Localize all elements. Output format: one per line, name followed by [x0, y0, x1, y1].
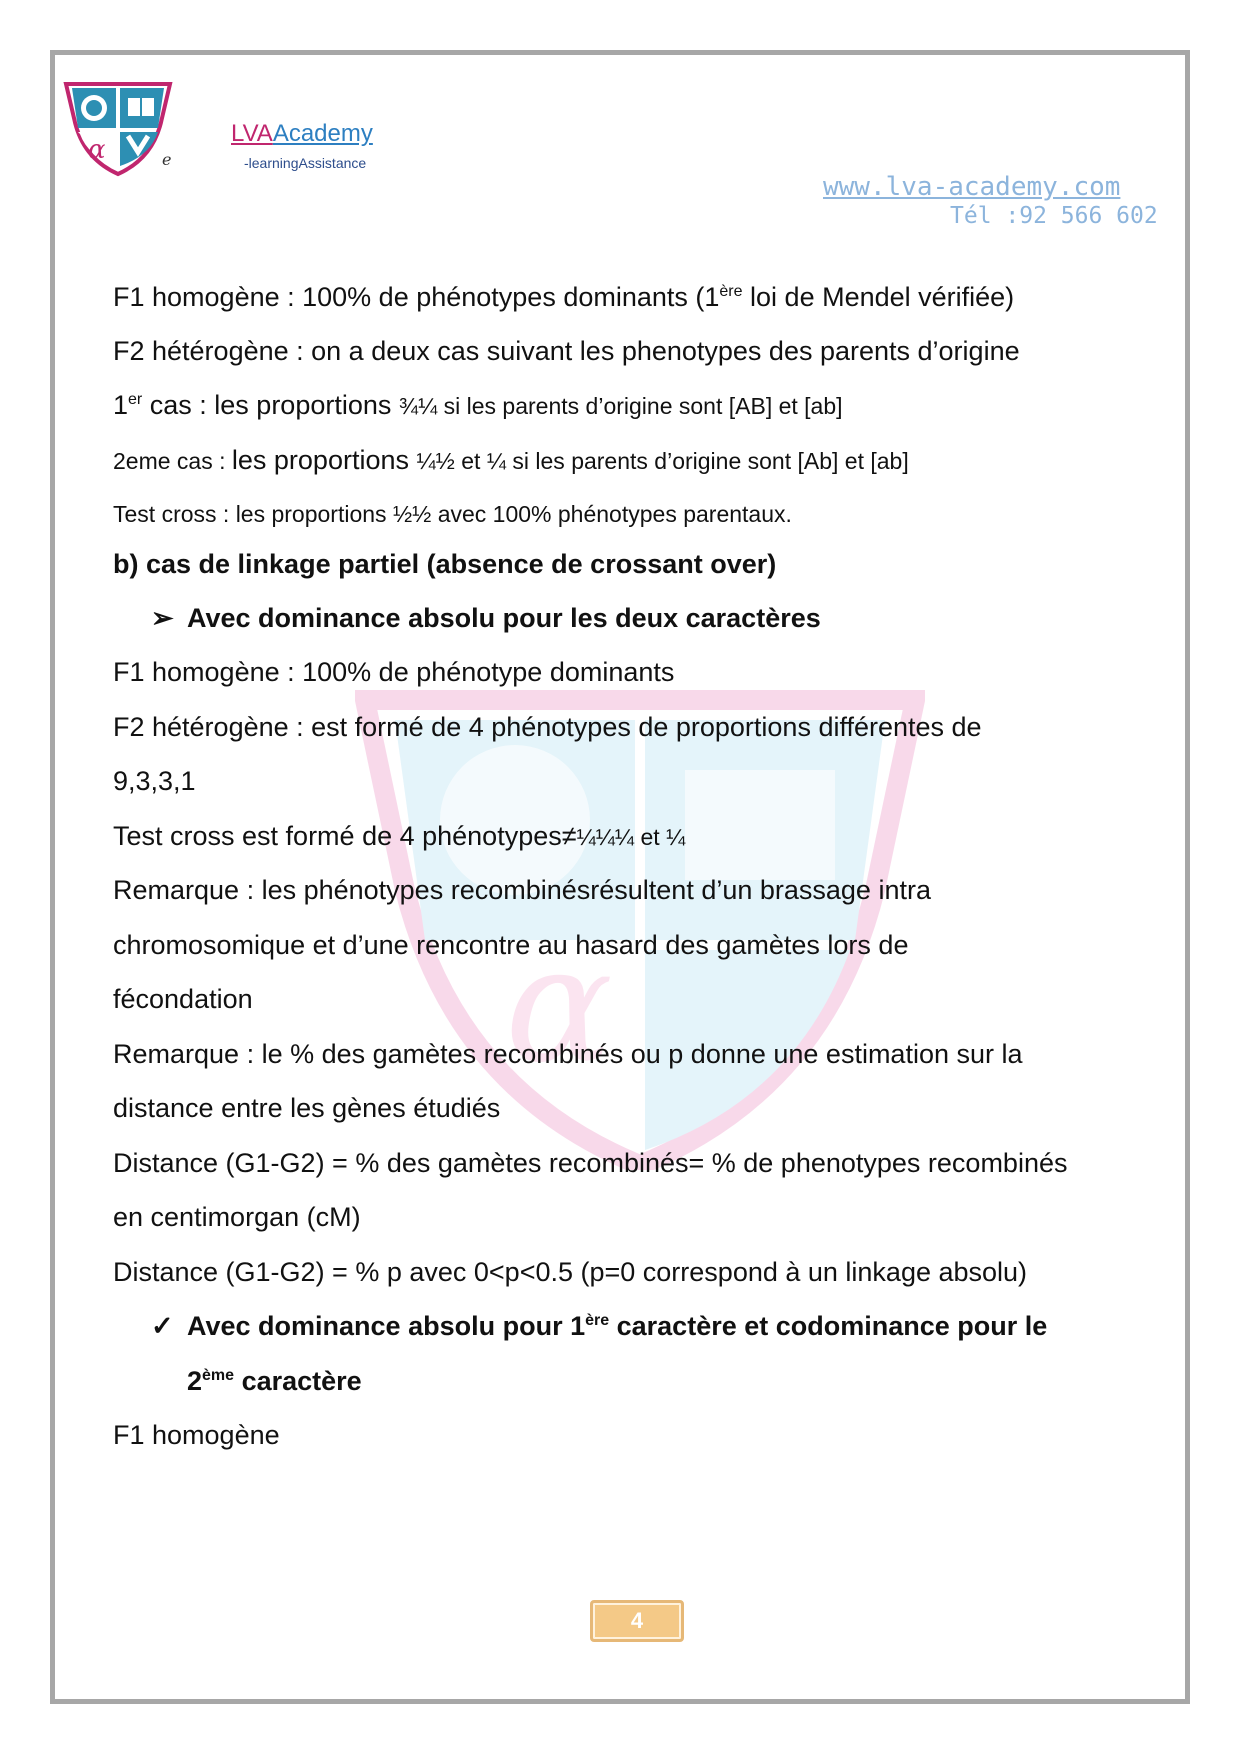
paragraph-line: F1 homogène : 100% de phénotypes dominants (1ère loi de Mendel vérifiée) — [113, 282, 1015, 312]
brand-part-academy: Academy — [272, 120, 373, 147]
paragraph-line: 2eme cas : les proportions ¼½ et ¼ si les parents d’origine sont [Ab] et [ab] — [113, 445, 909, 475]
paragraph-line: chromosomique et d’une rencontre au hasard des gamètes lors de — [113, 930, 909, 960]
phone-number: Tél :92 566 602 — [950, 203, 1158, 229]
paragraph-line: en centimorgan (cM) — [113, 1202, 361, 1232]
section-heading: b) cas de linkage partiel (absence de crossant over) — [113, 549, 777, 579]
svg-text:α: α — [88, 135, 106, 165]
academy-logo — [58, 78, 178, 178]
paragraph-line: Distance (G1-G2) = % des gamètes recombinés= % de phenotypes recombinés — [113, 1148, 1068, 1178]
paragraph-line: Test cross est formé de 4 phénotypes≠¼¼¼ et ¼ — [113, 821, 686, 851]
paragraph-line: F2 hétérogène : est formé de 4 phénotypes de proportions différentes de — [113, 712, 982, 742]
bullet-heading-continuation: 2ème caractère — [187, 1366, 362, 1396]
brand-name — [231, 120, 373, 148]
paragraph-line: fécondation — [113, 984, 253, 1014]
brand-tagline: -learningAssistance — [244, 155, 367, 171]
paragraph-line: 1er cas : les proportions ¾¼ si les parents d’origine sont [AB] et [ab] — [113, 390, 843, 420]
paragraph-line: F2 hétérogène : on a deux cas suivant les phenotypes des parents d’origine — [113, 336, 1020, 366]
paragraph-line: Distance (G1-G2) = % p avec 0<p<0.5 (p=0 correspond à un linkage absolu) — [113, 1257, 1028, 1287]
paragraph-line: F1 homogène : 100% de phénotype dominants — [113, 657, 675, 687]
paragraph-line: Remarque : les phénotypes recombinésrésultent d’un brassage intra — [113, 875, 931, 905]
paragraph-line: Test cross : les proportions ½½ avec 100% phénotypes parentaux. — [113, 501, 792, 527]
svg-text:α: α — [505, 911, 614, 1098]
bullet-heading: ➢ Avec dominance absolu pour les deux caractères — [151, 603, 821, 633]
website-link[interactable]: www.lva-academy.com — [823, 172, 1121, 202]
logo-letter: e — [162, 150, 172, 169]
page-number-badge: 4 — [590, 1600, 684, 1642]
brand-part-lva: LVA — [231, 120, 273, 147]
bullet-heading: ✓ Avec dominance absolu pour 1ère caractère et codominance pour le — [151, 1311, 1048, 1341]
paragraph-line: 9,3,3,1 — [113, 766, 196, 796]
arrow-bullet-icon: ➢ — [151, 603, 174, 633]
paragraph-line: distance entre les gènes étudiés — [113, 1093, 501, 1123]
check-bullet-icon: ✓ — [151, 1311, 174, 1341]
paragraph-line: F1 homogène — [113, 1420, 280, 1450]
paragraph-line: Remarque : le % des gamètes recombinés ou p donne une estimation sur la — [113, 1039, 1023, 1069]
